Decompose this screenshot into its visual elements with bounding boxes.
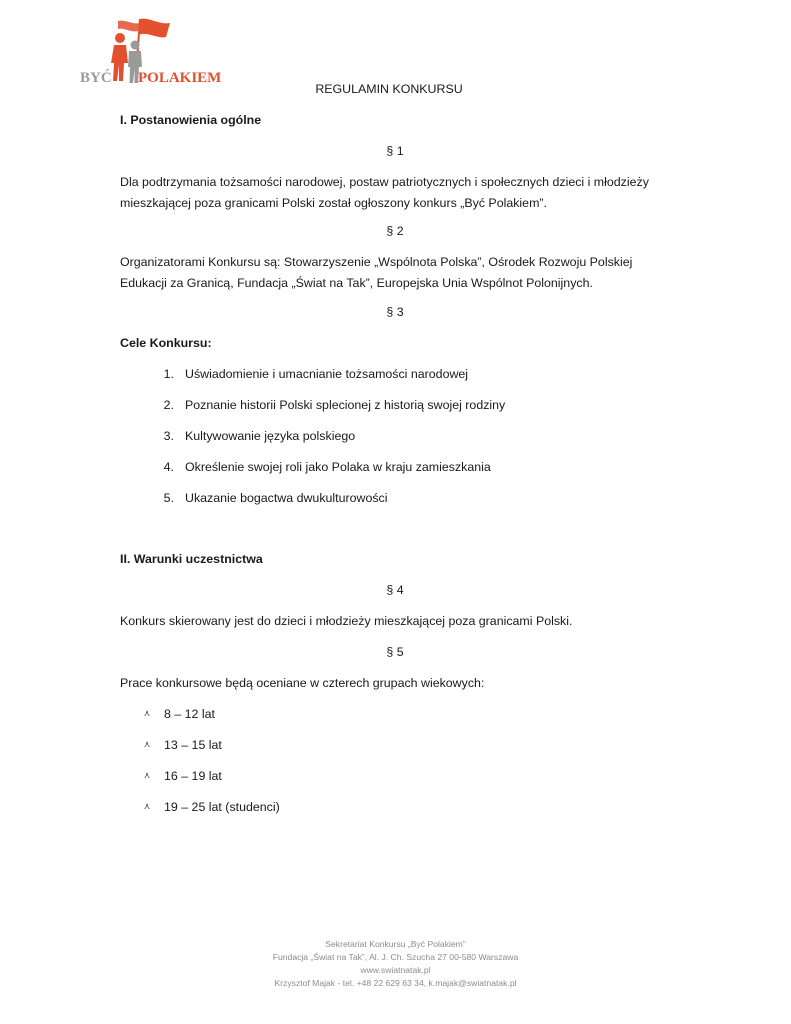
list-item: 19 – 25 lat (studenci) (164, 800, 280, 814)
paragraph-sign-3: § 3 (386, 305, 404, 319)
list-item-number: 1. (163, 367, 174, 381)
list-item: Określenie swojej roli jako Polaka w kraju zamieszkania (185, 460, 491, 474)
list-item-number: 5. (163, 491, 174, 505)
arrowhead-icon: ⋏ (143, 801, 151, 811)
footer-line-2: Fundacja „Świat na Tak”, Al. J. Ch. Szucha 27 00-580 Warszawa (272, 952, 519, 962)
list-item: 8 – 12 lat (164, 707, 215, 721)
paragraph-text-2: Organizatorami Konkursu są: Stowarzyszenie „Wspólnota Polska”, Ośrodek Rozwoju Polskiej Edukacji za Granicą, Fundacja „Świat na Tak”, Europejska Unia Wspólnot Polonijnych. (120, 255, 633, 290)
goals-heading: Cele Konkursu: (120, 336, 212, 350)
arrowhead-icon: ⋏ (143, 739, 151, 749)
page-title: REGULAMIN KONKURSU (315, 82, 463, 96)
paragraph-text-5: Prace konkursowe będą oceniane w czterech grupach wiekowych: (120, 676, 485, 690)
logo-word-polakiem: POLAKIEM (138, 70, 222, 86)
list-item: Uświadomienie i umacnianie tożsamości narodowej (185, 367, 469, 381)
logo-word-byc: BYĆ (80, 70, 112, 86)
footer-website-link[interactable]: www.swiatnatak.pl (360, 965, 431, 975)
paragraph-text-1: Dla podtrzymania tożsamości narodowej, postaw patriotycznych i społecznych dzieci i młodzieży mieszkającej poza granicami Polski został ogłoszony konkurs „Być Polakiem”. (120, 175, 649, 210)
list-item-number: 3. (163, 429, 174, 443)
list-item: Ukazanie bogactwa dwukulturowości (185, 491, 388, 505)
list-item: Poznanie historii Polski splecionej z historią swojej rodziny (185, 398, 506, 412)
list-item: 13 – 15 lat (164, 738, 222, 752)
paragraph-sign-5: § 5 (386, 645, 404, 659)
footer-line-1: Sekretariat Konkursu „Być Polakiem” (325, 939, 466, 949)
paragraph-sign-1: § 1 (386, 144, 404, 158)
list-item-number: 2. (163, 398, 174, 412)
section-heading-1: I. Postanowienia ogólne (120, 113, 262, 127)
list-item-number: 4. (163, 460, 174, 474)
section-heading-2: II. Warunki uczestnictwa (120, 552, 263, 566)
paragraph-sign-2: § 2 (386, 224, 404, 238)
arrowhead-icon: ⋏ (143, 770, 151, 780)
footer-contact: Krzysztof Majak - tel. +48 22 629 63 34, k.majak@swiatnatak.pl (274, 978, 517, 988)
paragraph-sign-4: § 4 (386, 583, 404, 597)
logo (78, 15, 223, 90)
paragraph-text-4: Konkurs skierowany jest do dzieci i młodzieży mieszkającej poza granicami Polski. (120, 614, 573, 628)
arrowhead-icon: ⋏ (143, 708, 151, 718)
list-item: 16 – 19 lat (164, 769, 222, 783)
list-item: Kultywowanie języka polskiego (185, 429, 356, 443)
